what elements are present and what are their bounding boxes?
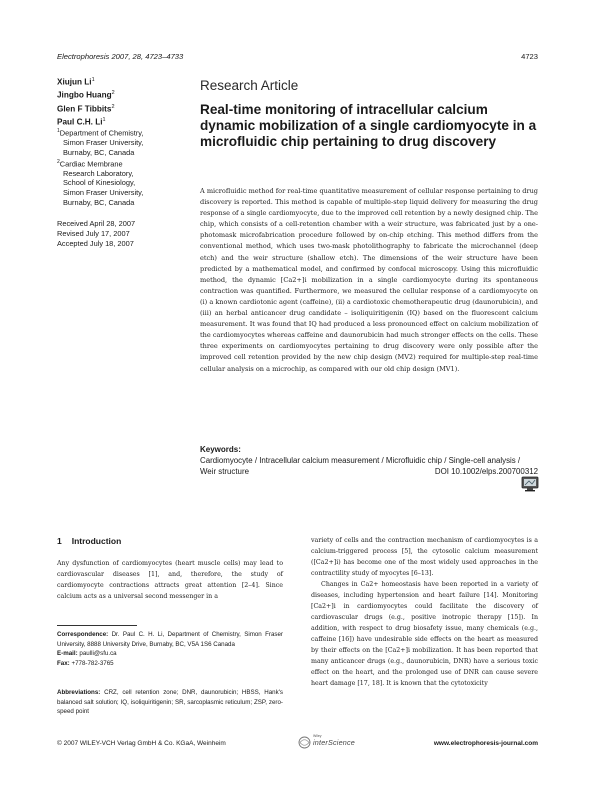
journal-url[interactable]: www.electrophoresis-journal.com: [433, 740, 538, 747]
page-number: 4723: [521, 52, 538, 61]
revised-date: Revised July 17, 2007: [57, 228, 130, 238]
section-heading: 1 Introduction: [57, 536, 122, 546]
author: Jingbo Huang$^2$: [57, 90, 115, 101]
author-list: [57, 75, 192, 128]
affiliation: $^2$Cardiac Membrane Research Laboratory, School of Kinesiology, Simon Fraser University, Burnaby, BC, Canada: [57, 158, 144, 207]
intro-right-column: [311, 535, 538, 689]
accepted-date: Accepted July 18, 2007: [57, 238, 134, 248]
author: Glen F Tibbits$^2$: [57, 103, 115, 114]
article-type: Research Article: [200, 78, 299, 93]
intro-left-column: Any dysfunction of cardiomyocytes (heart muscle cells) may lead to cardiovascular diseases [1], and, therefore, the study of cardiomyocyte contractions attracts great attention [2–4]. Since calcium acts as a universal second messenger in a: [57, 560, 283, 600]
email-link[interactable]: paulli@sfu.ca: [79, 650, 117, 658]
abstract: A microfluidic method for real-time quantitative measurement of cellular response pertaining to drug discovery is reported. This method is capable of multiple-step liquid delivery for measuring the drug response of a single cardiomyocyte, due to the improved cell retention by a newly designed chip. The chip, which consists of a cell-retention chamber with a weir structure, was fabricated just by a one-photomask microfabrication procedure followed by on-chip etching. This method differs from the conventional method, which uses two-mask photolithography to fabricate the microchannel (deep etch) and the weir structure (shallow etch). The dimensions of the weir structure have been predicted by a mathematical model, and confirmed by confocal microscopy. Using this microfluidic method, the dynamic [Ca2+]i mobilization in a single cardiomyocyte during its spontaneous contraction was quantified. Furthermore, we measured the cellular response of a cardiomyocyte on (i) a known cardiotonic agent (caffeine), (ii) a cardiotoxic chemotherapeutic drug (daunorubicin), and (iii) an herbal anticancer drug candidate – isoliquiritigenin (IQ) based on the fluorescent calcium measurement. It was found that IQ had produced a less pronounced effect on calcium mobilization of the cardiomyocytes whereas caffeine and daunorubicin had much stronger effects on the cells. These three experiments on cardiomyocytes pertaining to drug discovery were only possible after the improved cell retention provided by the new chip design (MV2) required for multiple-step real-time cellular analysis on a microchip, as compared with our old chip design (MV1).: [200, 187, 538, 373]
affiliations: [57, 127, 192, 208]
article-dates: [57, 219, 192, 249]
journal-citation: Electrophoresis 2007, 28, 4723–4733: [57, 52, 184, 61]
copyright: © 2007 WILEY-VCH Verlag GmbH & Co. KGaA, Weinheim: [57, 740, 226, 747]
doi: DOI 10.1002/elps.200700312: [434, 467, 538, 476]
keywords-label: Keywords:: [200, 445, 241, 454]
article-title: Real-time monitoring of intracellular calcium dynamic mobilization of a single cardiomyocyte in a microfluidic chip pertaining to drug discovery: [200, 102, 537, 149]
paragraph: Changes in Ca2+ homeostasis have been reported in a variety of diseases, including hypertension and heart failure [14]. Monitoring [Ca2+]i in cardiomyocytes could facilitate the discovery of cardiovascular drugs (e.g., positive inotropic therapy [15]). In addition, with respect to drug biosafety issue, many chemicals (e.g., caffeine [16]) have undesirable side effects on the heart as measured by their effects on the [Ca2+]i mobilization. It has been reported that many anticancer drugs (e.g., daunorubicin, DNR) have a serious toxic effect on the heart, and the prolonged use of DNR can cause severe heart damage [17, 18]. It is known that the cytotoxicity: [311, 581, 538, 687]
running-header: [57, 52, 538, 64]
abbreviations: Abbreviations: CRZ, cell retention zone; DNR, daunorubicin; HBSS, Hank's balanced salt solution; IQ, isoliquiritigenin; SR, sarcoplasmic reticulum; ZSP, zero-speed point: [57, 689, 283, 716]
logo-text: interScience: [313, 738, 355, 747]
footnote-divider: [57, 625, 137, 626]
affiliation: $^1$Department of Chemistry, Simon Fraser University, Burnaby, BC, Canada: [57, 128, 144, 157]
interscience-logo[interactable]: [296, 734, 376, 752]
received-date: Received April 28, 2007: [57, 219, 136, 228]
paragraph: variety of cells and the contraction mechanism of cardiomyocytes is a calcium-triggered process [5], the cytosolic calcium measurement ([Ca2+]i) has become one of the most widely used approaches in the contractility study of myocytes [6–13].: [311, 537, 538, 577]
interscience-logo-icon: [298, 736, 311, 749]
author: Xiujun Li$^1$: [57, 77, 95, 87]
monitor-icon[interactable]: [521, 476, 539, 492]
logo-small-text: Wiley: [313, 734, 322, 738]
keywords: Cardiomyocyte / Intracellular calcium measurement / Microfluidic chip / Single-cell analysis / Weir structure: [200, 456, 521, 476]
correspondence: Correspondence: Dr. Paul C. H. Li, Department of Chemistry, Simon Fraser University, 8888 University Drive, Burnaby, BC, V5A 1S6 Canada E-mail: paulli@sfu.ca Fax: +778-782-3765: [57, 631, 283, 667]
author: Paul C.H. Li$^1$: [57, 116, 106, 127]
